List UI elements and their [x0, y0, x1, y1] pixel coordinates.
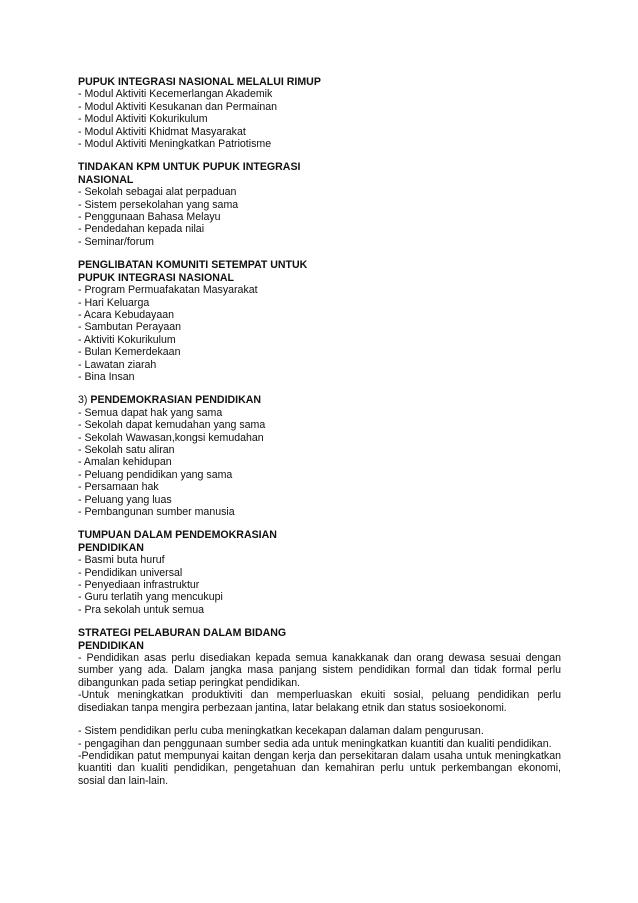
paragraph: - pengagihan dan penggunaan sumber sedia ada untuk meningkatkan kuantiti dan kualiti pendidikan. — [78, 737, 552, 750]
list-item: - Aktiviti Kokurikulum — [78, 333, 176, 346]
section-list — [78, 407, 561, 519]
list-item: - Persamaan hak — [78, 481, 159, 494]
list-item: - Pra sekolah untuk semua — [78, 603, 205, 616]
list-item: - Guru terlatih yang mencukupi — [78, 591, 223, 604]
section-pendemokrasian — [78, 394, 561, 518]
section-heading: STRATEGI PELABURAN DALAM BIDANG PENDIDIKAN — [78, 627, 287, 652]
section-list — [78, 88, 561, 150]
list-item: - Lawatan ziarah — [78, 358, 157, 371]
paragraph: -Untuk meningkatkan produktiviti dan memperluaskan ekuiti sosial, peluang pendidikan perlu disediakan tanpa mengira perbezaan jantina, latar belakang etnik dan status sosioekonomi. — [78, 689, 561, 714]
section-tindakan-kpm — [78, 161, 561, 248]
list-item: - Seminar/forum — [78, 235, 154, 248]
section-tumpuan — [78, 529, 561, 616]
list-item: - Modul Aktiviti Khidmat Masyarakat — [78, 125, 246, 138]
list-item: - Semua dapat hak yang sama — [78, 406, 223, 419]
document-page — [78, 76, 561, 798]
list-item: - Bina Insan — [78, 370, 135, 383]
list-item: - Sekolah satu aliran — [78, 443, 175, 456]
list-item: - Sekolah Wawasan,kongsi kemudahan — [78, 431, 264, 444]
section-list — [78, 186, 561, 248]
list-item: - Basmi buta huruf — [78, 554, 165, 567]
paragraph: - Sistem pendidikan perlu cuba meningkatkan kecekapan dalaman dalam pengurusan. — [78, 725, 484, 738]
list-item: - Amalan kehidupan — [78, 456, 172, 469]
list-item: - Peluang yang luas — [78, 493, 172, 506]
list-item: - Penyediaan infrastruktur — [78, 579, 200, 592]
list-item: - Peluang pendidikan yang sama — [78, 468, 233, 481]
section-strategi-pelaburan — [78, 627, 561, 787]
list-item: - Penggunaan Bahasa Melayu — [78, 211, 221, 224]
section-heading: PUPUK INTEGRASI NASIONAL MELALUI RIMUP — [78, 76, 321, 88]
list-item: - Sistem persekolahan yang sama — [78, 198, 239, 211]
list-item: - Sekolah sebagai alat perpaduan — [78, 186, 237, 199]
paragraph: -Pendidikan patut mempunyai kaitan dengan kerja dan persekitaran dalam usaha untuk meningkatkan kuantiti dan kualiti pendidikan, pengetahuan dan kemahiran perlu untuk perkembangan ekonomi, sosial dan lain-lain. — [78, 749, 561, 787]
section-heading: PENGLIBATAN KOMUNITI SETEMPAT UNTUK PUPUK INTEGRASI NASIONAL — [78, 259, 308, 284]
section-heading: TUMPUAN DALAM PENDEMOKRASIAN PENDIDIKAN — [78, 529, 277, 554]
list-item: - Modul Aktiviti Kesukanan dan Permainan — [78, 100, 278, 113]
section-heading — [78, 394, 561, 406]
list-item: - Pendedahan kepada nilai — [78, 223, 205, 236]
section-number: 3) — [78, 394, 88, 407]
section-rimup — [78, 76, 561, 150]
list-item: - Modul Aktiviti Meningkatkan Patriotisme — [78, 138, 272, 151]
list-item: - Bulan Kemerdekaan — [78, 346, 181, 359]
list-item: - Pembangunan sumber manusia — [78, 506, 235, 518]
list-item: - Acara Kebudayaan — [78, 308, 175, 321]
section-list — [78, 554, 561, 616]
paragraph-gap — [78, 714, 561, 725]
list-item: - Sekolah dapat kemudahan yang sama — [78, 419, 266, 432]
list-item: - Pendidikan universal — [78, 566, 183, 579]
section-title: PENDEMOKRASIAN PENDIDIKAN — [90, 394, 262, 407]
section-penglibatan-komuniti — [78, 259, 561, 383]
list-item: - Modul Aktiviti Kokurikulum — [78, 113, 208, 126]
list-item: - Sambutan Perayaan — [78, 321, 182, 334]
list-item: - Hari Keluarga — [78, 296, 150, 309]
section-list — [78, 284, 561, 383]
paragraph: - Pendidikan asas perlu disediakan kepada semua kanakkanak dan orang dewasa sesuai dengan sumber yang ada. Dalam jangka masa panjang sistem pendidikan formal dan tidak formal perlu dibangunkan pada setiap peringkat pendidikan. — [78, 652, 561, 689]
section-heading: TINDAKAN KPM UNTUK PUPUK INTEGRASI NASIONAL — [78, 161, 301, 186]
list-item: - Program Permuafakatan Masyarakat — [78, 284, 258, 297]
list-item: - Modul Aktiviti Kecemerlangan Akademik — [78, 88, 273, 101]
